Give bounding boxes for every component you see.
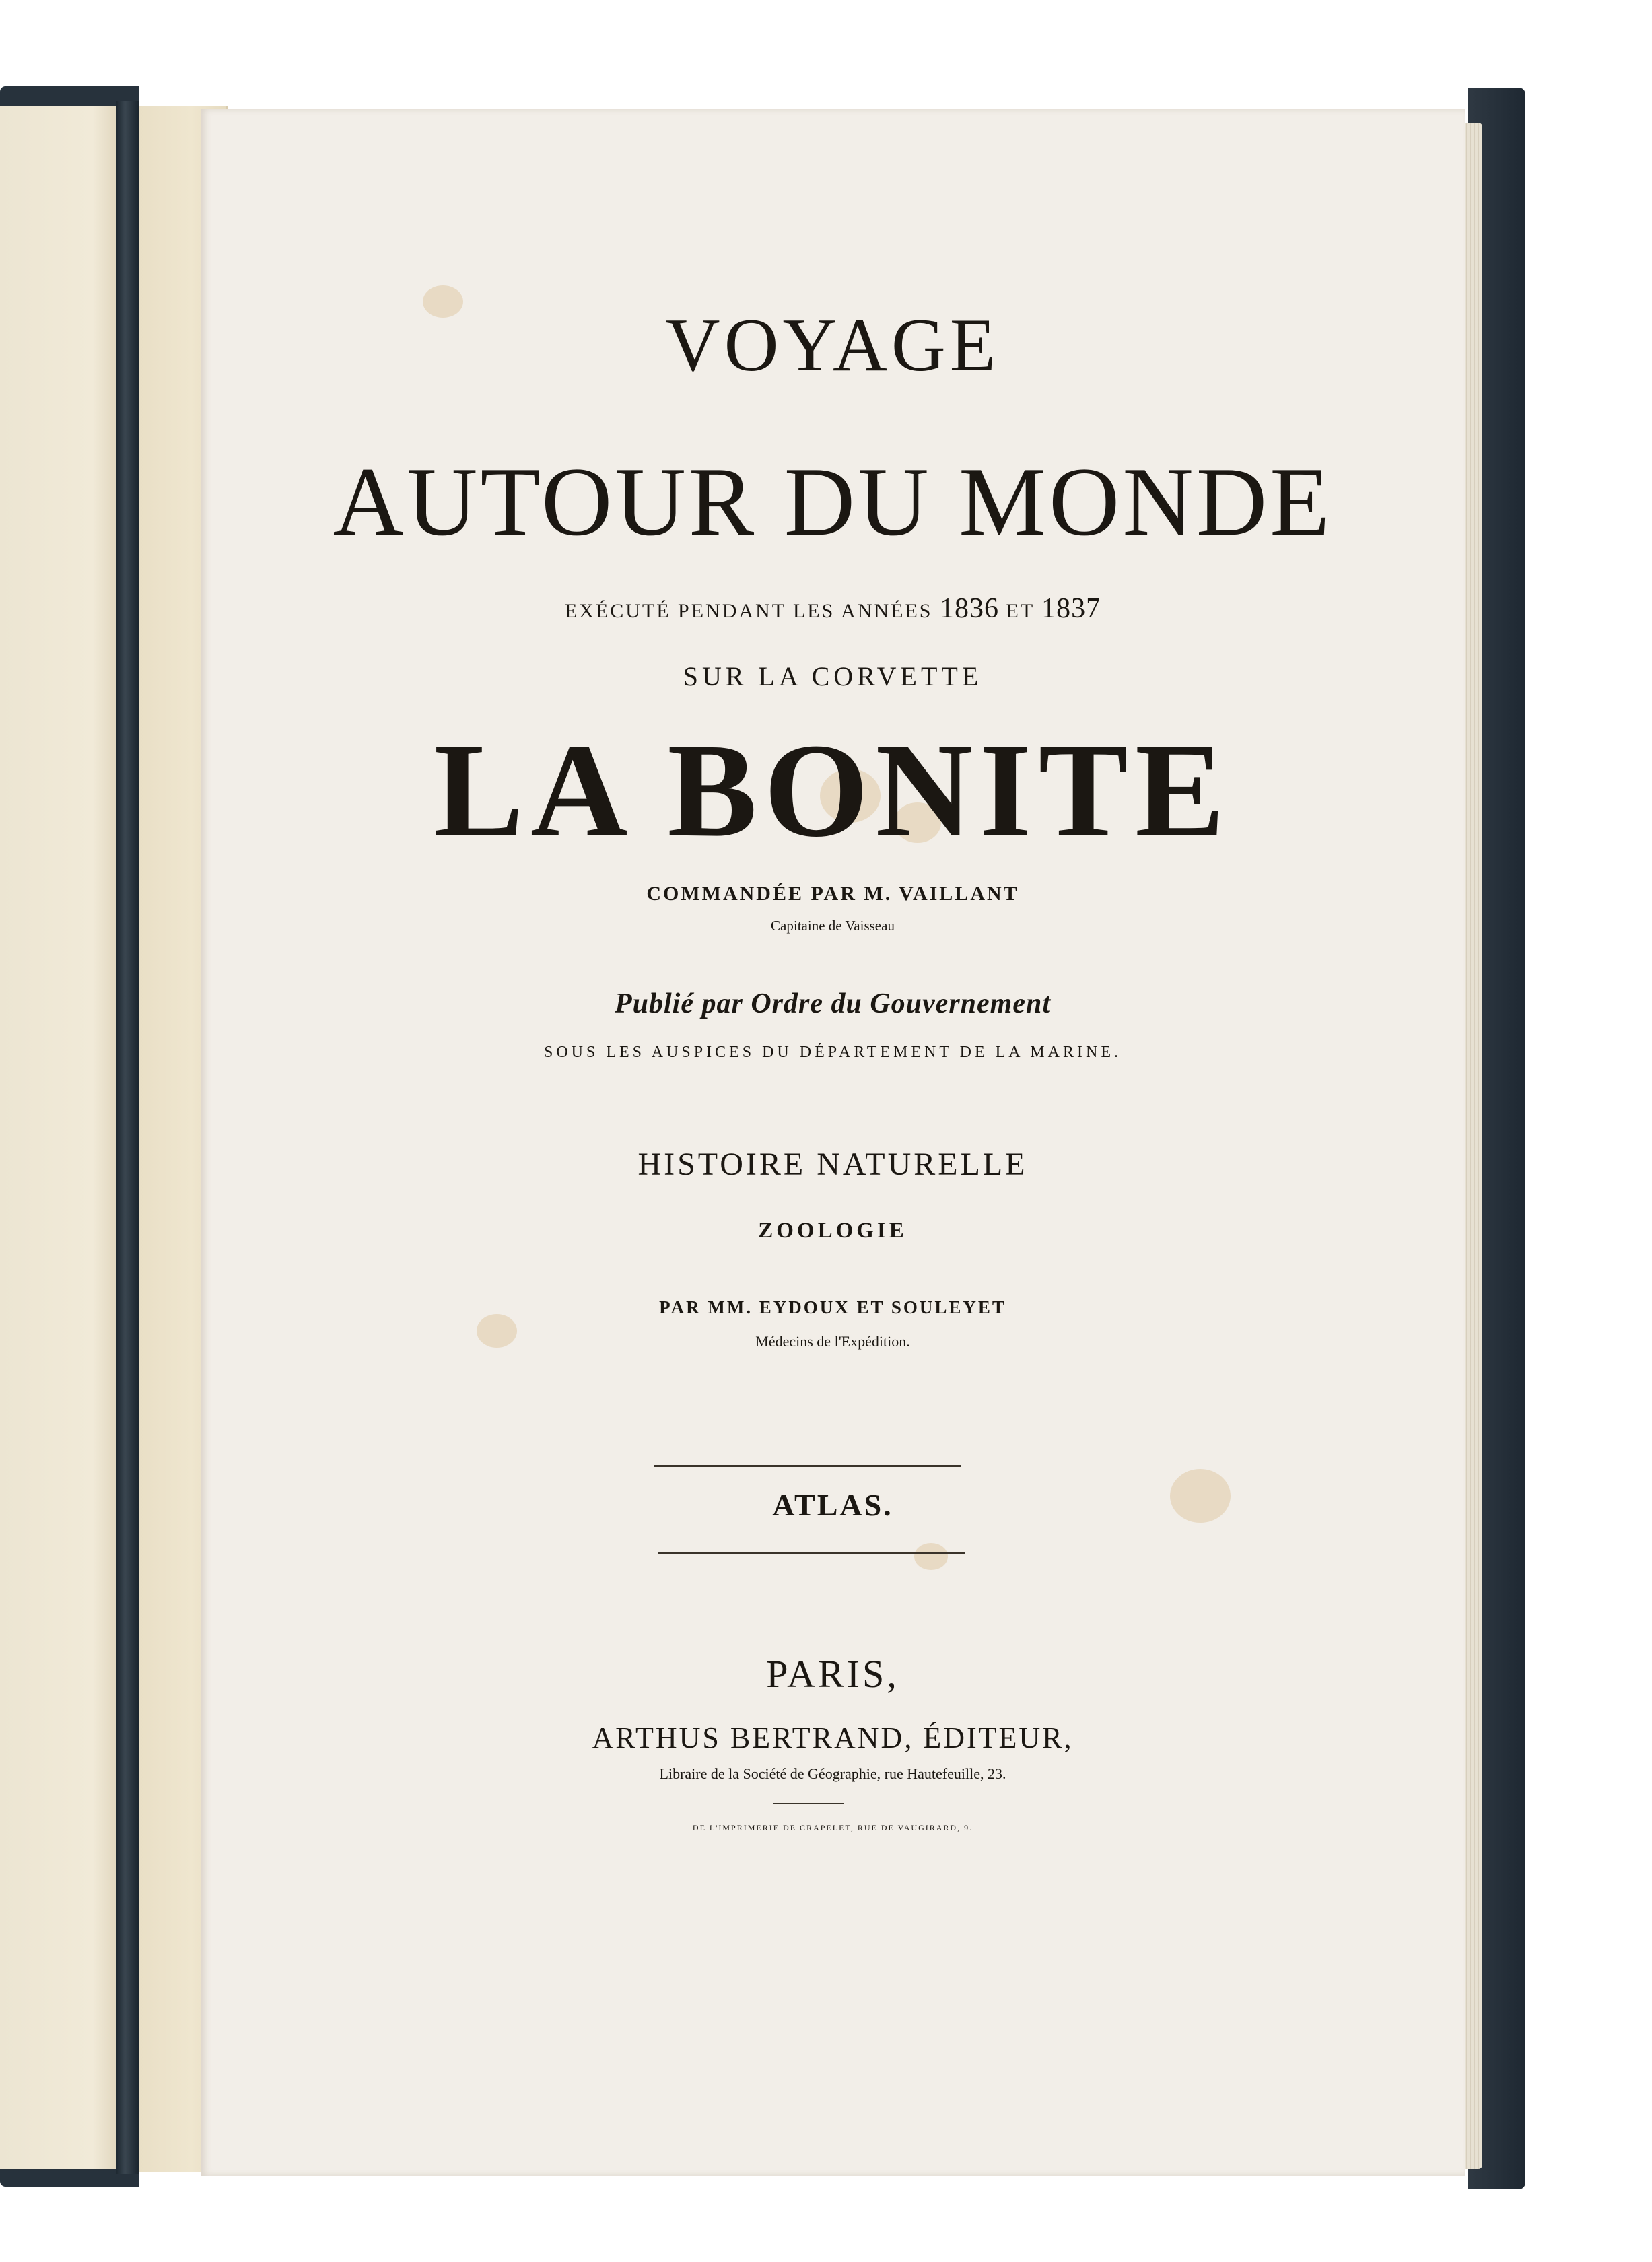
published-by-order: Publié par Ordre du Gouvernement: [614, 988, 1051, 1019]
title-voyage: VOYAGE: [665, 304, 1000, 387]
commander-rank: Capitaine de Vaisseau: [771, 918, 895, 934]
authors-line: PAR MM. EYDOUX ET SOULEYET: [659, 1297, 1006, 1317]
execute-text: EXÉCUTÉ PENDANT LES ANNÉES: [564, 600, 933, 622]
imprint-publisher: ARTHUS BERTRAND, ÉDITEUR,: [592, 1721, 1074, 1754]
section-histoire-naturelle: HISTOIRE NATURELLE: [638, 1146, 1028, 1182]
year-end: 1837: [1041, 593, 1101, 624]
ship-name: LA BONITE: [434, 716, 1232, 865]
rule-bottom: [658, 1552, 965, 1554]
rule-top: [654, 1465, 961, 1467]
year-conjunction: ET: [1006, 600, 1035, 622]
title-page: [201, 109, 1465, 2176]
imprint-address: Libraire de la Société de Géographie, rue Hautefeuille, 23.: [659, 1765, 1006, 1782]
section-zoologie: ZOOLOGIE: [758, 1219, 907, 1243]
authors-role: Médecins de l'Expédition.: [755, 1333, 910, 1350]
subtitle-corvette: SUR LA CORVETTE: [683, 661, 983, 691]
title-autour-du-monde: AUTOUR DU MONDE: [333, 447, 1333, 556]
rule-small: [773, 1803, 844, 1804]
imprint-city: PARIS,: [766, 1652, 899, 1696]
subtitle-years: [201, 594, 1465, 626]
foxing-spot: [914, 1543, 948, 1570]
year-start: 1836: [940, 593, 999, 624]
commander-line: COMMANDÉE PAR M. VAILLANT: [646, 883, 1019, 905]
printer-line: DE L'IMPRIMERIE DE CRAPELET, RUE DE VAUGIRARD, 9.: [692, 1823, 973, 1832]
book-gutter: [116, 101, 139, 2174]
atlas-heading: ATLAS.: [772, 1488, 893, 1522]
auspices-line: SOUS LES AUSPICES DU DÉPARTEMENT DE LA MARINE.: [544, 1043, 1122, 1061]
pastedown-endpaper: [0, 106, 116, 2169]
